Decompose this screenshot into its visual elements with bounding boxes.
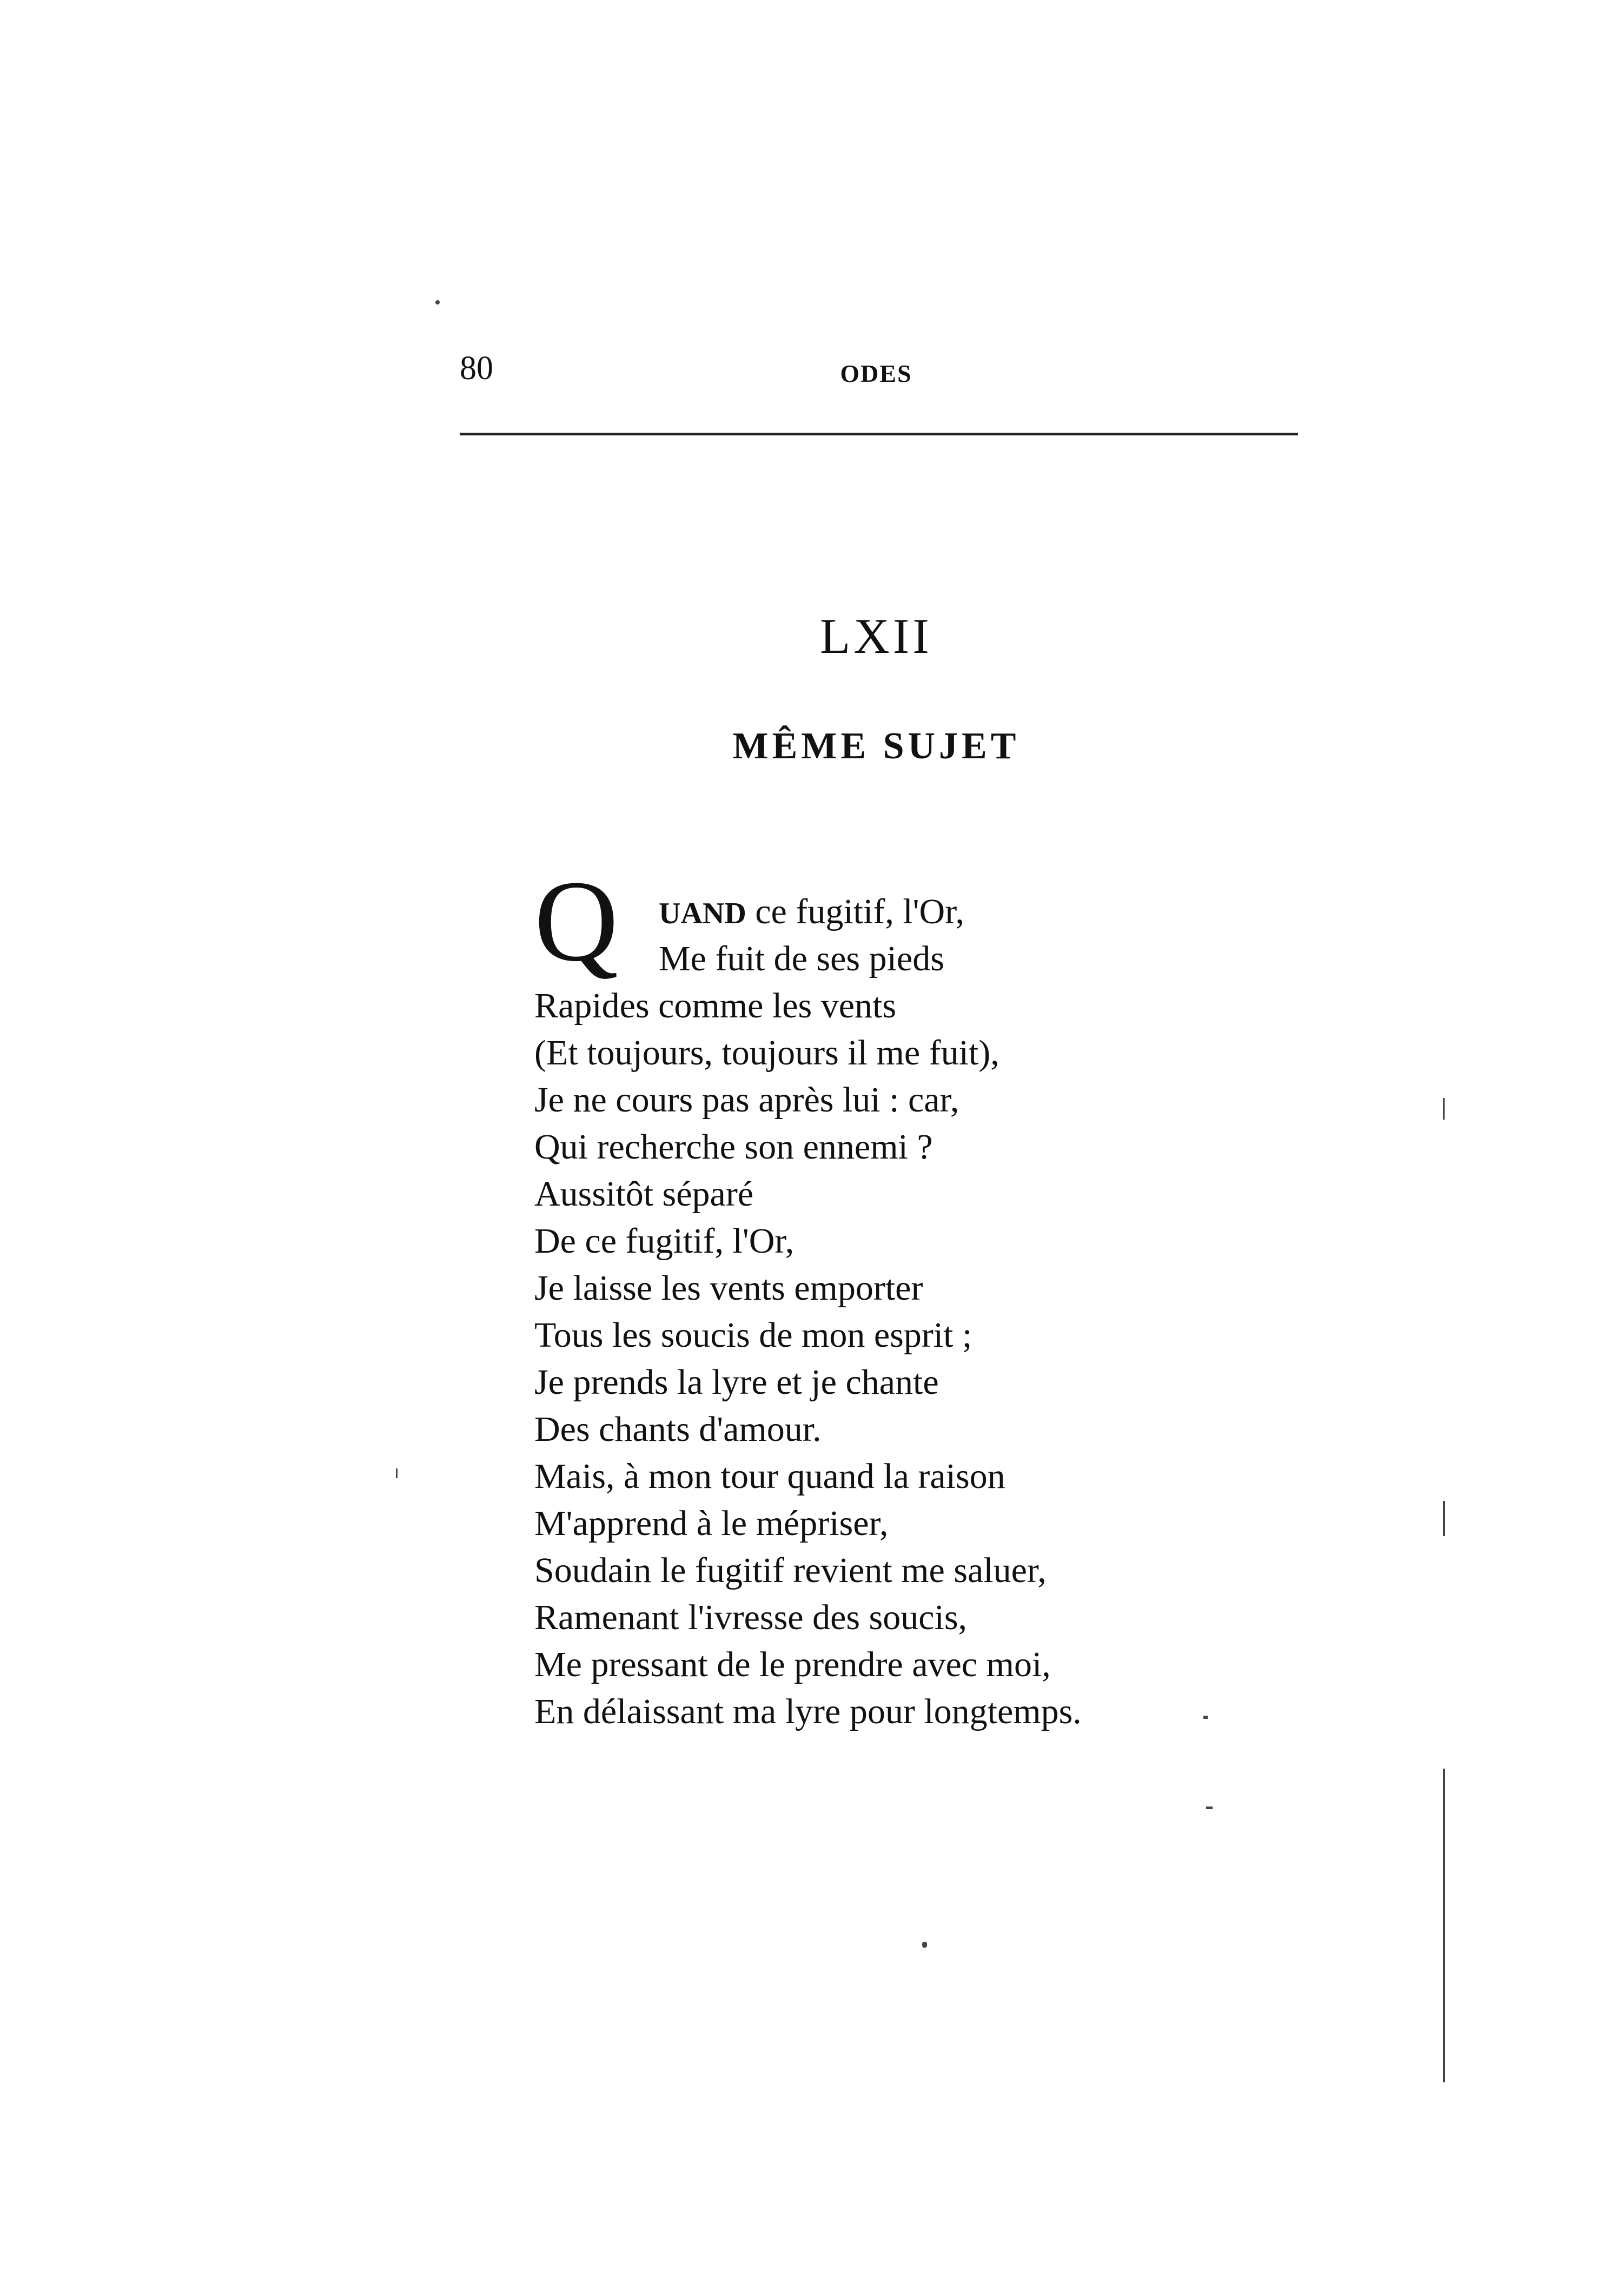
scan-speck bbox=[396, 1468, 398, 1478]
verse-line: Qui recherche son ennemi ? bbox=[534, 1127, 933, 1167]
header-rule bbox=[460, 433, 1298, 435]
ode-title: MÊME SUJET bbox=[732, 725, 1020, 767]
verse-line: Je laisse les vents emporter bbox=[534, 1268, 923, 1308]
drop-cap: Q bbox=[534, 856, 619, 985]
scan-margin-line bbox=[1443, 1769, 1445, 2082]
first-line-rest: ce fugitif, l'Or, bbox=[746, 892, 965, 931]
verse-line: Je prends la lyre et je chante bbox=[534, 1362, 939, 1402]
verse-line: M'apprend à le mépriser, bbox=[534, 1504, 889, 1543]
verse-line: En délaissant ma lyre pour longtemps. bbox=[534, 1692, 1082, 1731]
scan-speck bbox=[922, 1942, 927, 1948]
scan-speck bbox=[1206, 1807, 1213, 1809]
scan-margin-line bbox=[1443, 1501, 1445, 1536]
verse-line: De ce fugitif, l'Or, bbox=[534, 1221, 795, 1261]
verse-line: Me pressant de le prendre avec moi, bbox=[534, 1645, 1051, 1684]
verse-line: Je ne cours pas après lui : car, bbox=[534, 1080, 959, 1120]
ode-number: LXII bbox=[820, 608, 932, 664]
verse-line: Me fuit de ses pieds bbox=[659, 939, 944, 978]
verse-line: Tous les soucis de mon esprit ; bbox=[534, 1315, 972, 1355]
verse-line: Ramenant l'ivresse des soucis, bbox=[534, 1598, 968, 1637]
first-verse-line bbox=[659, 894, 964, 930]
verse-line: Des chants d'amour. bbox=[534, 1410, 822, 1449]
scan-speck bbox=[1203, 1716, 1208, 1719]
first-word-small-caps: UAND bbox=[659, 897, 746, 930]
verse-line: Soudain le fugitif revient me saluer, bbox=[534, 1551, 1047, 1590]
verse-line: Rapides comme les vents bbox=[534, 986, 897, 1025]
verse-line: Aussitôt séparé bbox=[534, 1174, 754, 1214]
scan-speck bbox=[435, 300, 440, 305]
page-number: 80 bbox=[460, 350, 493, 387]
scan-margin-line bbox=[1443, 1098, 1445, 1120]
verse-line: Mais, à mon tour quand la raison bbox=[534, 1457, 1005, 1496]
running-title: ODES bbox=[840, 360, 912, 387]
verse-line: (Et toujours, toujours il me fuit), bbox=[534, 1033, 999, 1073]
